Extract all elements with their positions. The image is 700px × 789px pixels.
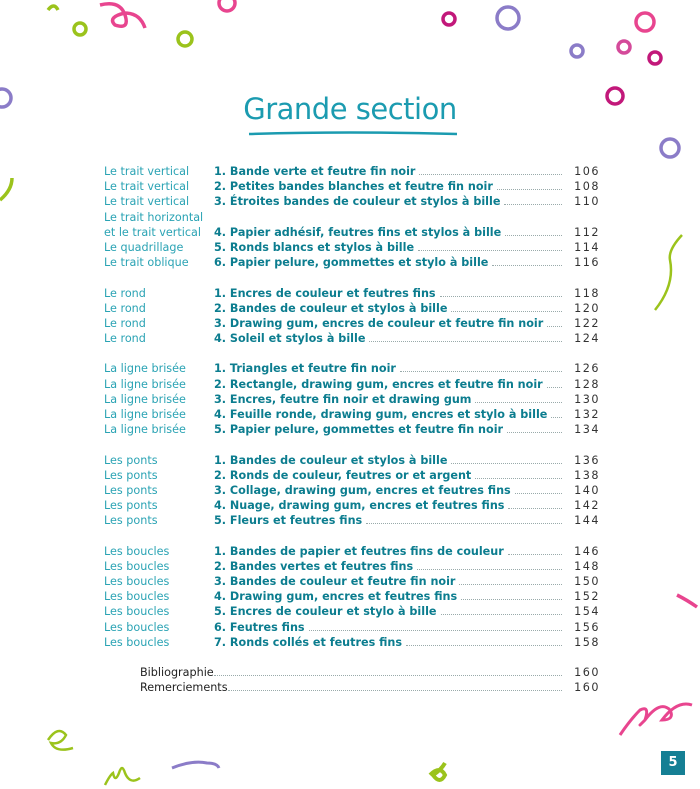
entry-title: 4. Drawing gum, encres et feutres fins (214, 590, 458, 604)
section-name: Le quadrillage (104, 240, 184, 254)
section-name: Le rond (104, 332, 146, 346)
section-name: La ligne brisée (104, 408, 186, 421)
entry (214, 164, 600, 179)
leader-dots (451, 453, 562, 464)
section-name: et le trait vertical (104, 225, 201, 239)
section-name: Les ponts (104, 483, 158, 497)
page-ref: 128 (574, 377, 600, 391)
leader-dots (515, 483, 562, 494)
entry (214, 286, 600, 301)
page-ref: 132 (574, 408, 600, 421)
section-name: Les boucles (104, 605, 170, 619)
entry (214, 513, 600, 528)
entry-title: 4. Papier adhésif, feutres fins et stylos à bille (214, 225, 502, 239)
leader-dots (461, 589, 562, 600)
entry (214, 225, 600, 240)
spacer (104, 437, 600, 452)
entry-title: 7. Ronds collés et feutres fins (214, 635, 403, 649)
entry-title: 1. Bandes de couleur et stylos à bille (214, 453, 448, 467)
toc-row[interactable] (104, 422, 600, 437)
page-ref: 152 (574, 590, 600, 604)
toc-row[interactable] (104, 544, 600, 559)
entry (214, 240, 600, 255)
entry-title: 3. Étroites bandes de couleur et stylos à bille (214, 195, 501, 209)
entry (104, 665, 600, 680)
entry-title: 6. Feutres fins (214, 620, 305, 634)
page-ref: 118 (574, 286, 600, 300)
entry (214, 453, 600, 468)
toc-row[interactable] (104, 604, 600, 619)
entry-title: 2. Petites bandes blanches et feutre fin noir (214, 180, 493, 194)
toc-row[interactable] (104, 453, 600, 468)
entry-title: 2. Rectangle, drawing gum, encres et feutre fin noir (214, 377, 543, 391)
entry (214, 544, 600, 559)
page-ref: 130 (574, 392, 600, 406)
leader-dots (505, 225, 562, 236)
spacer (104, 346, 600, 361)
leader-dots (440, 286, 562, 297)
entry (214, 407, 600, 422)
toc-row[interactable] (104, 513, 600, 528)
toc-row[interactable] (104, 498, 600, 513)
title-underline (247, 130, 459, 138)
page-ref: 126 (574, 362, 600, 376)
entry-title: 5. Ronds blancs et stylos à bille (214, 240, 415, 254)
spacer (104, 529, 600, 544)
section-name: Les ponts (104, 453, 158, 467)
entry (214, 589, 600, 604)
section-name: Les boucles (104, 620, 170, 634)
entry (214, 392, 600, 407)
entry (214, 620, 600, 635)
page-ref: 146 (574, 544, 600, 558)
entry (214, 255, 600, 270)
entry-title: 3. Bandes de couleur et feutre fin noir (214, 575, 456, 589)
section-name: Le trait vertical (104, 165, 190, 178)
entry-title: 6. Papier pelure, gommettes et stylo à bille (214, 256, 489, 270)
leader-dots (441, 604, 563, 615)
entry (214, 316, 600, 331)
spacer (104, 650, 600, 665)
section-name: Le rond (104, 316, 146, 330)
section-name: Le trait oblique (104, 256, 189, 270)
entry-title: 4. Feuille ronde, drawing gum, encres et stylo à bille (214, 408, 548, 421)
leader-dots (504, 194, 562, 205)
toc-row[interactable] (104, 361, 600, 376)
leader-dots (547, 316, 562, 327)
toc-row[interactable] (104, 559, 600, 574)
page-ref: 144 (574, 514, 600, 528)
section-name: Les ponts (104, 468, 158, 482)
page-ref: 124 (574, 332, 600, 346)
entry-title: 1. Bande verte et feutre fin noir (214, 165, 416, 178)
leader-dots (366, 513, 562, 524)
entry (214, 179, 600, 194)
entry (214, 422, 600, 437)
page-number: 5 (661, 751, 685, 775)
section-name: Le trait vertical (104, 195, 190, 209)
leader-dots (309, 620, 562, 631)
page-ref: 114 (574, 240, 600, 254)
entry (214, 377, 600, 392)
toc-row[interactable] (104, 255, 600, 270)
entry-title: 5. Papier pelure, gommettes et feutre fin noir (214, 423, 504, 437)
section-name: La ligne brisée (104, 392, 186, 406)
page-ref: 116 (574, 256, 600, 270)
page-ref: 110 (574, 195, 600, 209)
toc-row[interactable] (104, 164, 600, 179)
section-name: Les ponts (104, 514, 158, 528)
leader-dots (475, 468, 562, 479)
entry-title: 5. Fleurs et feutres fins (214, 514, 363, 528)
toc-row[interactable] (104, 620, 600, 635)
page-ref: 158 (574, 635, 600, 649)
page-ref: 112 (574, 225, 600, 239)
leader-dots (507, 422, 562, 433)
leader-dots (419, 164, 562, 175)
toc-row[interactable] (104, 225, 600, 240)
section-name: La ligne brisée (104, 377, 186, 391)
leader-dots (475, 392, 562, 403)
toc-row[interactable] (104, 635, 600, 650)
toc-row[interactable] (104, 680, 600, 695)
page-ref: 106 (574, 165, 600, 178)
page-ref: 108 (574, 180, 600, 194)
entry (104, 680, 600, 695)
leader-dots (459, 574, 562, 585)
leader-dots (497, 179, 562, 190)
toc-row[interactable] (104, 483, 600, 498)
leader-dots (451, 301, 562, 312)
entry-title: 1. Bandes de papier et feutres fins de couleur (214, 544, 504, 558)
entry (214, 574, 600, 589)
entry (214, 559, 600, 574)
entry-title: 5. Encres de couleur et stylo à bille (214, 605, 437, 619)
leader-dots (214, 665, 562, 676)
section-name: La ligne brisée (104, 362, 186, 376)
page-ref: 148 (574, 559, 600, 573)
entry-title: 3. Encres, feutre fin noir et drawing gum (214, 392, 472, 406)
toc-row[interactable] (104, 574, 600, 589)
leader-dots (228, 680, 562, 691)
page-ref: 138 (574, 468, 600, 482)
entry-title: 1. Triangles et feutre fin noir (214, 362, 396, 376)
page-ref: 136 (574, 453, 600, 467)
section-name: Le trait horizontal (104, 210, 204, 224)
page-ref: 122 (574, 316, 600, 330)
entry-title: 2. Bandes vertes et feutres fins (214, 559, 414, 573)
page-ref: 156 (574, 620, 600, 634)
spacer (104, 270, 600, 285)
toc-row[interactable] (104, 316, 600, 331)
leader-dots (406, 635, 562, 646)
page-ref: 150 (574, 575, 600, 589)
entry (214, 361, 600, 376)
leader-dots (369, 331, 562, 342)
toc-row[interactable] (104, 301, 600, 316)
leader-dots (547, 377, 562, 388)
entry (214, 331, 600, 346)
toc-row[interactable] (104, 589, 600, 604)
page-ref: 160 (574, 681, 600, 695)
entry-title: 3. Drawing gum, encres de couleur et feutre fin noir (214, 316, 544, 330)
toc-row[interactable] (104, 194, 600, 209)
toc-row[interactable] (104, 407, 600, 422)
leader-dots (418, 240, 562, 251)
section-name: Les boucles (104, 559, 170, 573)
page-title: Grande section (243, 92, 457, 126)
section-name: Les boucles (104, 590, 170, 604)
entry-title: 3. Collage, drawing gum, encres et feutres fins (214, 483, 511, 497)
section-name: Le trait vertical (104, 180, 190, 194)
entry (214, 301, 600, 316)
entry (214, 468, 600, 483)
entry (214, 194, 600, 209)
page-ref: 140 (574, 483, 600, 497)
entry-title: 4. Nuage, drawing gum, encres et feutres fins (214, 499, 505, 513)
leader-dots (551, 407, 562, 418)
toc-row[interactable] (104, 665, 600, 680)
toc-row[interactable] (104, 179, 600, 194)
entry (214, 498, 600, 513)
page-ref: 142 (574, 499, 600, 513)
entry-title: 2. Ronds de couleur, feutres or et argent (214, 468, 472, 482)
entry (214, 604, 600, 619)
leader-dots (508, 544, 562, 555)
entry (214, 210, 600, 225)
page-ref: 160 (574, 666, 600, 680)
toc-row[interactable] (104, 468, 600, 483)
leader-dots (508, 498, 562, 509)
section-name: Les boucles (104, 575, 170, 589)
toc-row[interactable] (104, 331, 600, 346)
entry-title: 1. Encres de couleur et feutres fins (214, 286, 436, 300)
page-ref: 134 (574, 423, 600, 437)
section-name: Le rond (104, 286, 146, 300)
entry (214, 483, 600, 498)
toc-row[interactable] (104, 377, 600, 392)
leader-dots (400, 361, 562, 372)
toc-row[interactable] (104, 210, 600, 225)
section-name: La ligne brisée (104, 423, 186, 437)
section-name: Les boucles (104, 635, 170, 649)
page-ref: 154 (574, 605, 600, 619)
entry-title: Bibliographie (140, 666, 214, 680)
section-name: Le rond (104, 301, 146, 315)
section-name: Les ponts (104, 499, 158, 513)
table-of-contents (104, 164, 600, 696)
toc-row[interactable] (104, 392, 600, 407)
entry-title: 2. Bandes de couleur et stylos à bille (214, 301, 448, 315)
entry-title: Remerciements (140, 681, 228, 695)
toc-row[interactable] (104, 286, 600, 301)
entry (214, 635, 600, 650)
leader-dots (492, 255, 562, 266)
toc-row[interactable] (104, 240, 600, 255)
leader-dots (417, 559, 562, 570)
entry-title: 4. Soleil et stylos à bille (214, 332, 366, 346)
page-ref: 120 (574, 301, 600, 315)
section-name: Les boucles (104, 544, 170, 558)
